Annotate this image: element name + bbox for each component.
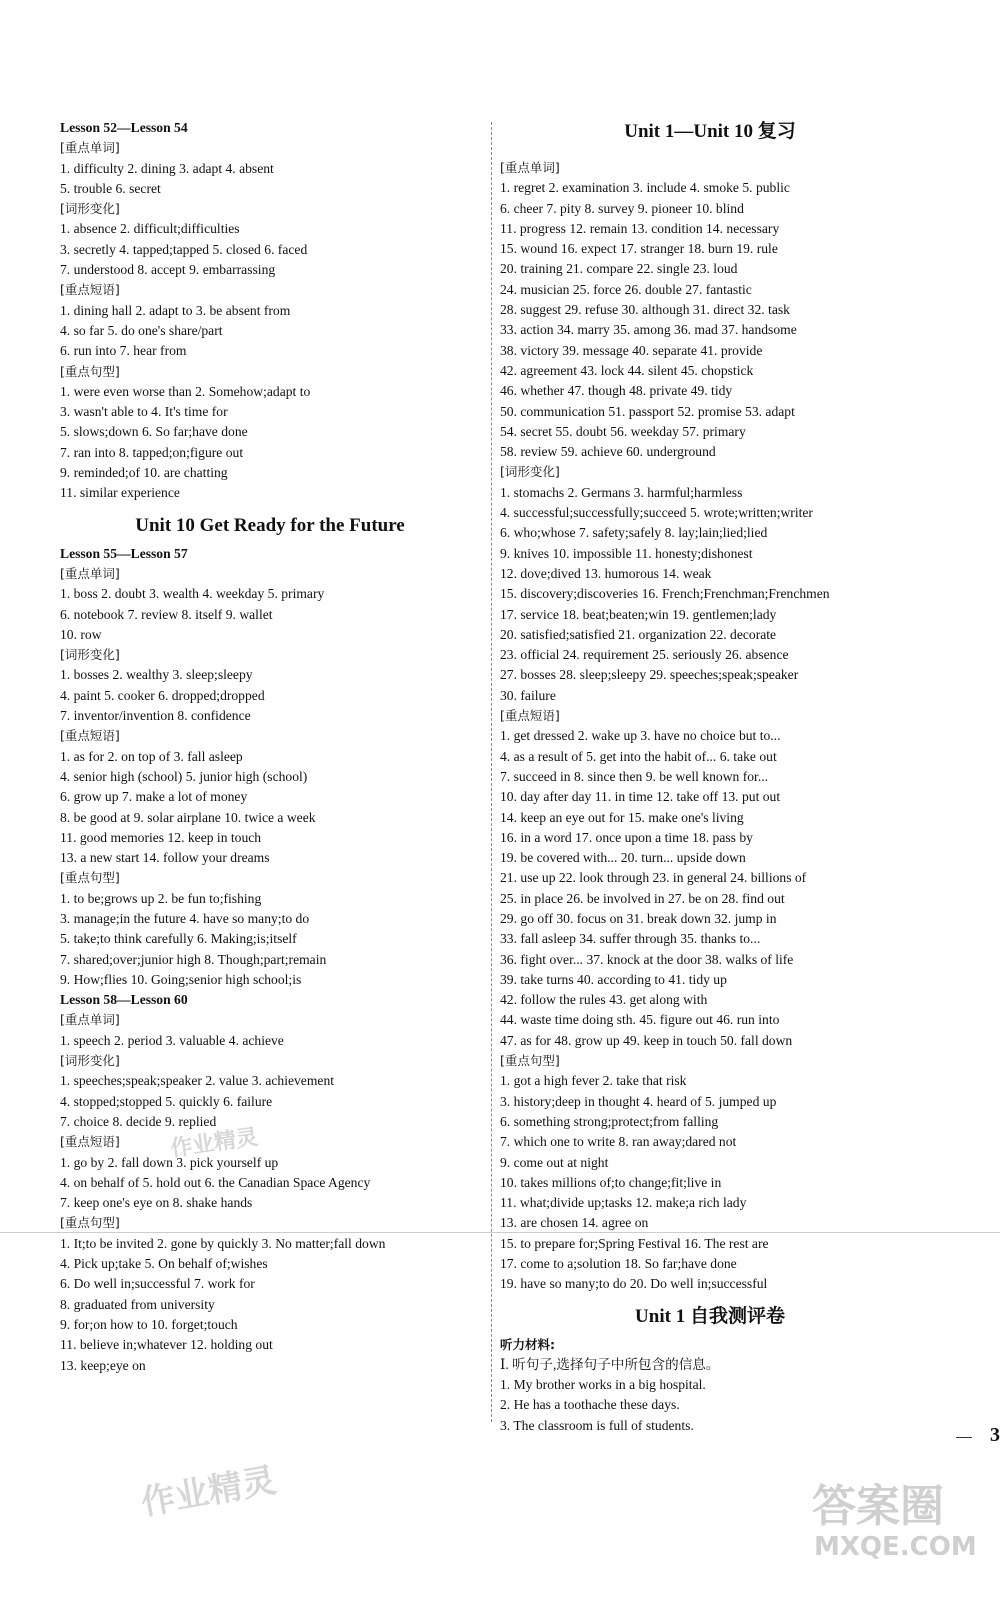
- answer-line: 2. He has a toothache these days.: [500, 1397, 680, 1413]
- watermark-1: 作业精灵: [168, 1124, 260, 1162]
- answer-line: 8. be good at 9. solar airplane 10. twice a week: [60, 809, 316, 825]
- answer-line: 33. fall asleep 34. suffer through 35. thanks to...: [500, 931, 761, 947]
- answer-line: 10. day after day 11. in time 12. take off 13. put out: [500, 789, 781, 805]
- answer-line: 6. Do well in;successful 7. work for: [60, 1276, 255, 1292]
- answer-line: 1. speech 2. period 3. valuable 4. achieve: [60, 1032, 284, 1048]
- answer-line: Ⅰ. 听句子,选择句子中所包含的信息。: [500, 1356, 720, 1372]
- answer-line: 9. come out at night: [500, 1154, 609, 1170]
- answer-line: 19. have so many;to do 20. Do well in;successful: [500, 1276, 768, 1292]
- answer-line: 1. regret 2. examination 3. include 4. smoke 5. public: [500, 180, 790, 196]
- answer-line: 1. boss 2. doubt 3. wealth 4. weekday 5. primary: [60, 586, 325, 602]
- answer-line: 11. progress 12. remain 13. condition 14. necessary: [500, 220, 780, 236]
- answer-line: 15. wound 16. expect 17. stranger 18. burn 19. rule: [500, 241, 778, 257]
- answer-line: 50. communication 51. passport 52. promise 53. adapt: [500, 403, 795, 419]
- unit-title: Unit 10 Get Ready for the Future: [135, 514, 405, 536]
- answer-line: 16. in a word 17. once upon a time 18. pass by: [500, 829, 753, 845]
- answer-line: 54. secret 55. doubt 56. weekday 57. primary: [500, 423, 746, 439]
- column-divider: [491, 122, 492, 1422]
- answer-line: 7. choice 8. decide 9. replied: [60, 1113, 217, 1129]
- answer-line: 5. take;to think carefully 6. Making;is;itself: [60, 931, 297, 947]
- section-label: [重点句型]: [60, 363, 120, 379]
- answer-line: 6. who;whose 7. safety;safely 8. lay;lain;lied;lied: [500, 525, 768, 541]
- section-label: [重点单词]: [60, 140, 120, 156]
- answer-line: 9. reminded;of 10. are chatting: [60, 465, 228, 481]
- answer-line: 42. agreement 43. lock 44. silent 45. chopstick: [500, 362, 754, 378]
- section-label: [词形变化]: [60, 647, 120, 663]
- section-label: [重点短语]: [60, 728, 120, 744]
- watermark-3: 答案圈: [812, 1481, 944, 1532]
- answer-line: 4. Pick up;take 5. On behalf of;wishes: [60, 1256, 268, 1272]
- answer-line: 20. satisfied;satisfied 21. organization 22. decorate: [500, 626, 777, 642]
- answer-line: 1. to be;grows up 2. be fun to;fishing: [60, 890, 262, 906]
- answer-line: 6. something strong;protect;from falling: [500, 1113, 719, 1129]
- answer-line: 38. victory 39. message 40. separate 41. provide: [500, 342, 763, 358]
- section-label: [词形变化]: [500, 464, 560, 480]
- answer-line: 11. good memories 12. keep in touch: [60, 829, 262, 845]
- answer-line: 4. senior high (school) 5. junior high (school): [60, 768, 308, 784]
- left-column: [60, 118, 480, 1376]
- lesson-heading: Lesson 52—Lesson 54: [60, 120, 188, 135]
- answer-line: 10. row: [60, 626, 102, 642]
- section-label: [重点短语]: [60, 1134, 120, 1150]
- answer-line: 5. trouble 6. secret: [60, 180, 161, 196]
- section-label: [重点短语]: [60, 282, 120, 298]
- page-number: 3: [990, 1424, 1000, 1446]
- answer-line: 14. keep an eye out for 15. make one's living: [500, 809, 744, 825]
- section-label: [重点句型]: [60, 870, 120, 886]
- unit-title: Unit 1 自我测评卷: [635, 1305, 785, 1327]
- section-label: [重点单词]: [60, 565, 120, 581]
- answer-line: 11. believe in;whatever 12. holding out: [60, 1337, 273, 1353]
- answer-line: 4. so far 5. do one's share/part: [60, 322, 223, 338]
- answer-line: 10. takes millions of;to change;fit;live in: [500, 1174, 722, 1190]
- section-label: [词形变化]: [60, 201, 120, 217]
- answer-line: 1. were even worse than 2. Somehow;adapt to: [60, 383, 311, 399]
- answer-line: 29. go off 30. focus on 31. break down 32. jump in: [500, 910, 777, 926]
- answer-line: 1. absence 2. difficult;difficulties: [60, 221, 240, 237]
- section-label: [重点单词]: [500, 160, 560, 175]
- answer-line: 11. similar experience: [60, 485, 180, 501]
- answer-line: 19. be covered with... 20. turn... upside down: [500, 850, 746, 866]
- answer-line: 7. keep one's eye on 8. shake hands: [60, 1195, 253, 1211]
- answer-line: 3. The classroom is full of students.: [500, 1417, 694, 1433]
- answer-line: 1. go by 2. fall down 3. pick yourself up: [60, 1154, 279, 1170]
- answer-line: 13. keep;eye on: [60, 1357, 146, 1373]
- answer-line: 7. understood 8. accept 9. embarrassing: [60, 262, 276, 278]
- answer-line: 7. which one to write 8. ran away;dared not: [500, 1134, 737, 1150]
- answer-line: 9. How;flies 10. Going;senior high school;is: [60, 971, 302, 987]
- answer-line: 6. notebook 7. review 8. itself 9. wallet: [60, 606, 273, 622]
- answer-line: 12. dove;dived 13. humorous 14. weak: [500, 565, 712, 581]
- answer-line: 17. come to a;solution 18. So far;have done: [500, 1256, 737, 1272]
- lesson-heading: Lesson 55—Lesson 57: [60, 545, 188, 561]
- answer-line: 9. for;on how to 10. forget;touch: [60, 1316, 238, 1332]
- page-number-dash: [956, 1437, 972, 1438]
- answer-line: 21. use up 22. look through 23. in general 24. billions of: [500, 870, 807, 886]
- answer-line: 7. succeed in 8. since then 9. be well known for...: [500, 768, 769, 784]
- answer-line: 15. discovery;discoveries 16. French;Frenchman;Frenchmen: [500, 586, 830, 602]
- answer-line: 13. are chosen 14. agree on: [500, 1215, 649, 1231]
- answer-line: 6. cheer 7. pity 8. survey 9. pioneer 10. blind: [500, 200, 744, 216]
- answer-line: 1. get dressed 2. wake up 3. have no choice but to...: [500, 728, 781, 744]
- answer-line: 3. manage;in the future 4. have so many;to do: [60, 910, 310, 926]
- answer-line: 7. shared;over;junior high 8. Though;part;remain: [60, 951, 327, 967]
- answer-line: 1. dining hall 2. adapt to 3. be absent from: [60, 302, 291, 318]
- answer-line: 46. whether 47. though 48. private 49. tidy: [500, 383, 733, 399]
- answer-line: 24. musician 25. force 26. double 27. fantastic: [500, 281, 752, 297]
- answer-line: 17. service 18. beat;beaten;win 19. gentlemen;lady: [500, 606, 777, 622]
- answer-line: 1. stomachs 2. Germans 3. harmful;harmless: [500, 484, 743, 500]
- answer-line: 1. My brother works in a big hospital.: [500, 1376, 706, 1392]
- section-label: [重点短语]: [500, 708, 560, 724]
- answer-line: 13. a new start 14. follow your dreams: [60, 850, 270, 866]
- answer-line: 39. take turns 40. according to 41. tidy up: [500, 971, 727, 987]
- answer-line: 8. graduated from university: [60, 1296, 215, 1312]
- answer-line: 7. ran into 8. tapped;on;figure out: [60, 444, 244, 460]
- section-label: [重点单词]: [60, 1012, 120, 1028]
- answer-line: 3. history;deep in thought 4. heard of 5. jumped up: [500, 1093, 777, 1109]
- answer-line: 9. knives 10. impossible 11. honesty;dishonest: [500, 545, 753, 561]
- answer-line: 6. grow up 7. make a lot of money: [60, 789, 248, 805]
- answer-line: 23. official 24. requirement 25. seriously 26. absence: [500, 647, 789, 663]
- answer-line: 4. as a result of 5. get into the habit of... 6. take out: [500, 748, 777, 764]
- answer-line: 3. secretly 4. tapped;tapped 5. closed 6. faced: [60, 241, 308, 257]
- answer-line: 36. fight over... 37. knock at the door 38. walks of life: [500, 951, 794, 967]
- section-label: [词形变化]: [60, 1053, 120, 1069]
- section-label: [重点句型]: [500, 1053, 560, 1069]
- answer-line: 1. speeches;speak;speaker 2. value 3. achievement: [60, 1073, 335, 1089]
- answer-line: 33. action 34. marry 35. among 36. mad 37. handsome: [500, 322, 797, 338]
- section-label: [重点句型]: [60, 1215, 120, 1231]
- answer-line: 44. waste time doing sth. 45. figure out 46. run into: [500, 1012, 780, 1028]
- answer-line: 15. to prepare for;Spring Festival 16. The rest are: [500, 1235, 769, 1251]
- answer-line: 1. bosses 2. wealthy 3. sleep;sleepy: [60, 667, 253, 683]
- answer-line: 28. suggest 29. refuse 30. although 31. direct 32. task: [500, 302, 790, 318]
- answer-line: 11. what;divide up;tasks 12. make;a rich lady: [500, 1195, 747, 1211]
- watermark-4: MXQE.COM: [814, 1532, 977, 1562]
- answer-line: 20. training 21. compare 22. single 23. loud: [500, 261, 738, 277]
- material-heading: 听力材料:: [500, 1336, 555, 1352]
- answer-line: 4. successful;successfully;succeed 5. wrote;written;writer: [500, 505, 813, 521]
- answer-line: 1. as for 2. on top of 3. fall asleep: [60, 748, 243, 764]
- answer-line: 4. on behalf of 5. hold out 6. the Canadian Space Agency: [60, 1174, 371, 1190]
- answer-line: 4. paint 5. cooker 6. dropped;dropped: [60, 687, 265, 703]
- answer-line: 58. review 59. achieve 60. underground: [500, 444, 716, 460]
- right-column: [500, 118, 920, 1436]
- answer-line: 7. inventor/invention 8. confidence: [60, 708, 251, 724]
- answer-line: 3. wasn't able to 4. It's time for: [60, 404, 228, 420]
- answer-line: 1. got a high fever 2. take that risk: [500, 1073, 687, 1089]
- answer-line: 1. It;to be invited 2. gone by quickly 3. No matter;fall down: [60, 1235, 386, 1251]
- answer-line: 1. difficulty 2. dining 3. adapt 4. absent: [60, 160, 274, 176]
- answer-line: 25. in place 26. be involved in 27. be on 28. find out: [500, 890, 785, 906]
- lesson-heading: Lesson 58—Lesson 60: [60, 992, 188, 1008]
- answer-line: 30. failure: [500, 687, 556, 703]
- answer-line: 27. bosses 28. sleep;sleepy 29. speeches;speak;speaker: [500, 667, 799, 683]
- answer-line: 4. stopped;stopped 5. quickly 6. failure: [60, 1093, 273, 1109]
- answer-line: 47. as for 48. grow up 49. keep in touch 50. fall down: [500, 1032, 793, 1048]
- watermark-2: 作业精灵: [138, 1460, 280, 1524]
- unit-title: Unit 1—Unit 10 复习: [624, 121, 796, 142]
- answer-line: 6. run into 7. hear from: [60, 343, 187, 359]
- answer-line: 42. follow the rules 43. get along with: [500, 992, 708, 1008]
- answer-line: 5. slows;down 6. So far;have done: [60, 424, 248, 440]
